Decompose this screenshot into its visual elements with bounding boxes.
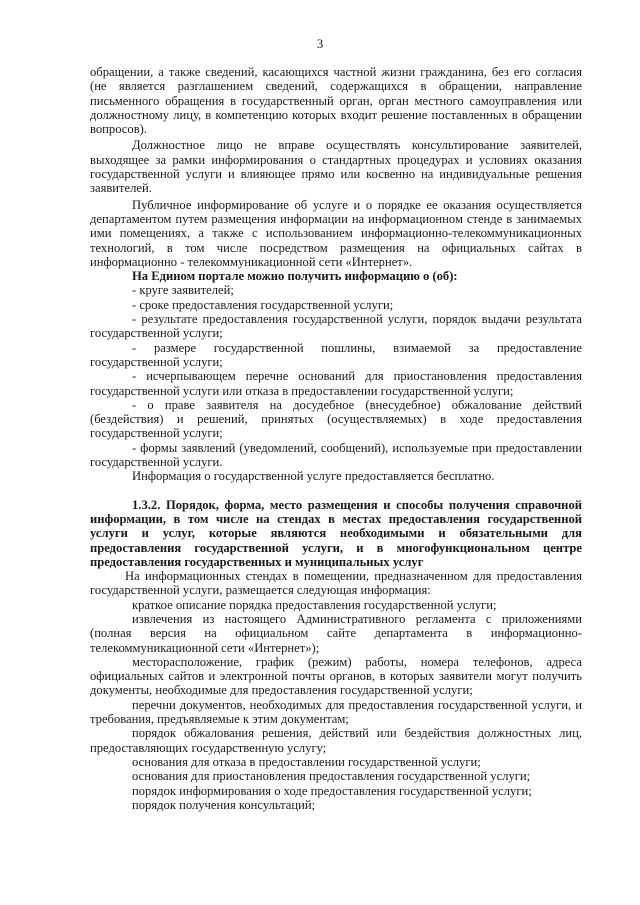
paragraph: - формы заявлений (уведомлений, сообщений), используемые при предоставлении государственной услуги. (90, 440, 582, 470)
paragraph: Должностное лицо не вправе осуществлять консультирование заявителей, выходящее за рамки информирования о стандартных процедурах и условиях оказания государственной услуги и влияющее прямо или косвенно на индивидуальные решения заявителей. (90, 138, 582, 196)
paragraph: краткое описание порядка предоставления государственной услуги; (132, 597, 497, 612)
paragraph: 1.3.2. Порядок, форма, место размещения и способы получения справочной информации, в том числе на стендах в местах предоставления государственной услуги и услуг, которые являются необходимыми и обязательными для предоставления государственной услуги, и в многофункциональном центре предоставления государственных и муниципальных услуг (90, 497, 582, 569)
paragraph: порядок информирования о ходе предоставления государственной услуги; (132, 783, 532, 798)
paragraph: обращении, а также сведений, касающихся частной жизни гражданина, без его согласия (не является разглашением сведений, содержащихся в обращении, направление письменного обращения в государственный орган, орган местного самоуправления или должностному лицу, в компетенцию которых входит решение поставленных в обращении вопросов). (90, 65, 582, 137)
paragraph: Информация о государственной услуге предоставляется бесплатно. (132, 469, 495, 484)
paragraph: порядок получения консультаций; (132, 797, 316, 812)
paragraph: основания для приостановления предоставления государственной услуги; (132, 769, 531, 784)
paragraph: - результате предоставления государственной услуги, порядок выдачи результата государственной услуги; (90, 312, 582, 341)
page-number: 3 (316, 36, 324, 51)
paragraph: На Едином портале можно получить информацию о (об): (132, 269, 458, 284)
paragraph: - исчерпывающем перечне оснований для приостановления предоставления государственной услуги или отказа в предоставлении государственной услуги; (90, 369, 582, 398)
paragraph: - размере государственной пошлины, взимаемой за предоставление государственной услуги; (90, 340, 582, 369)
paragraph: порядок обжалования решения, действий или бездействия должностных лиц, предоставляющих государственную услугу; (90, 726, 582, 755)
paragraph: основания для отказа в предоставлении государственной услуги; (132, 754, 481, 769)
paragraph: месторасположение, график (режим) работы, номера телефонов, адреса официальных сайтов и электронной почты органов, в которых заявители могут получить документы, необходимые для предоставления государственной услуги; (90, 654, 582, 698)
paragraph: - круге заявителей; (132, 283, 234, 298)
paragraph: На информационных стендах в помещении, предназначенном для предоставления государственной услуги, размещается следующая информация: (90, 569, 582, 598)
paragraph: - о праве заявителя на досудебное (внесудебное) обжалование действий (бездействия) и решений, принятых (осуществляемых) в ходе предоставления государственной услуги; (90, 397, 582, 441)
paragraph: извлечения из настоящего Административного регламента с приложениями (полная версия на официальном сайте департамента в информационно-телекоммуникационной сети «Интернет»); (90, 611, 582, 655)
paragraph: - сроке предоставления государственной услуги; (132, 297, 394, 312)
paragraph: перечни документов, необходимых для предоставления государственной услуги, и требования, предъявляемые к этим документам; (90, 697, 582, 727)
paragraph: Публичное информирование об услуге и о порядке ее оказания осуществляется департаментом путем размещения информации на информационном стенде в занимаемых ими помещениях, а также с использованием информационно-телекоммуникационных технологий, в том числе посредством размещения на официальных сайтах в информационно - телекоммуникационной сети «Интернет». (90, 197, 582, 269)
document-body (90, 65, 582, 812)
